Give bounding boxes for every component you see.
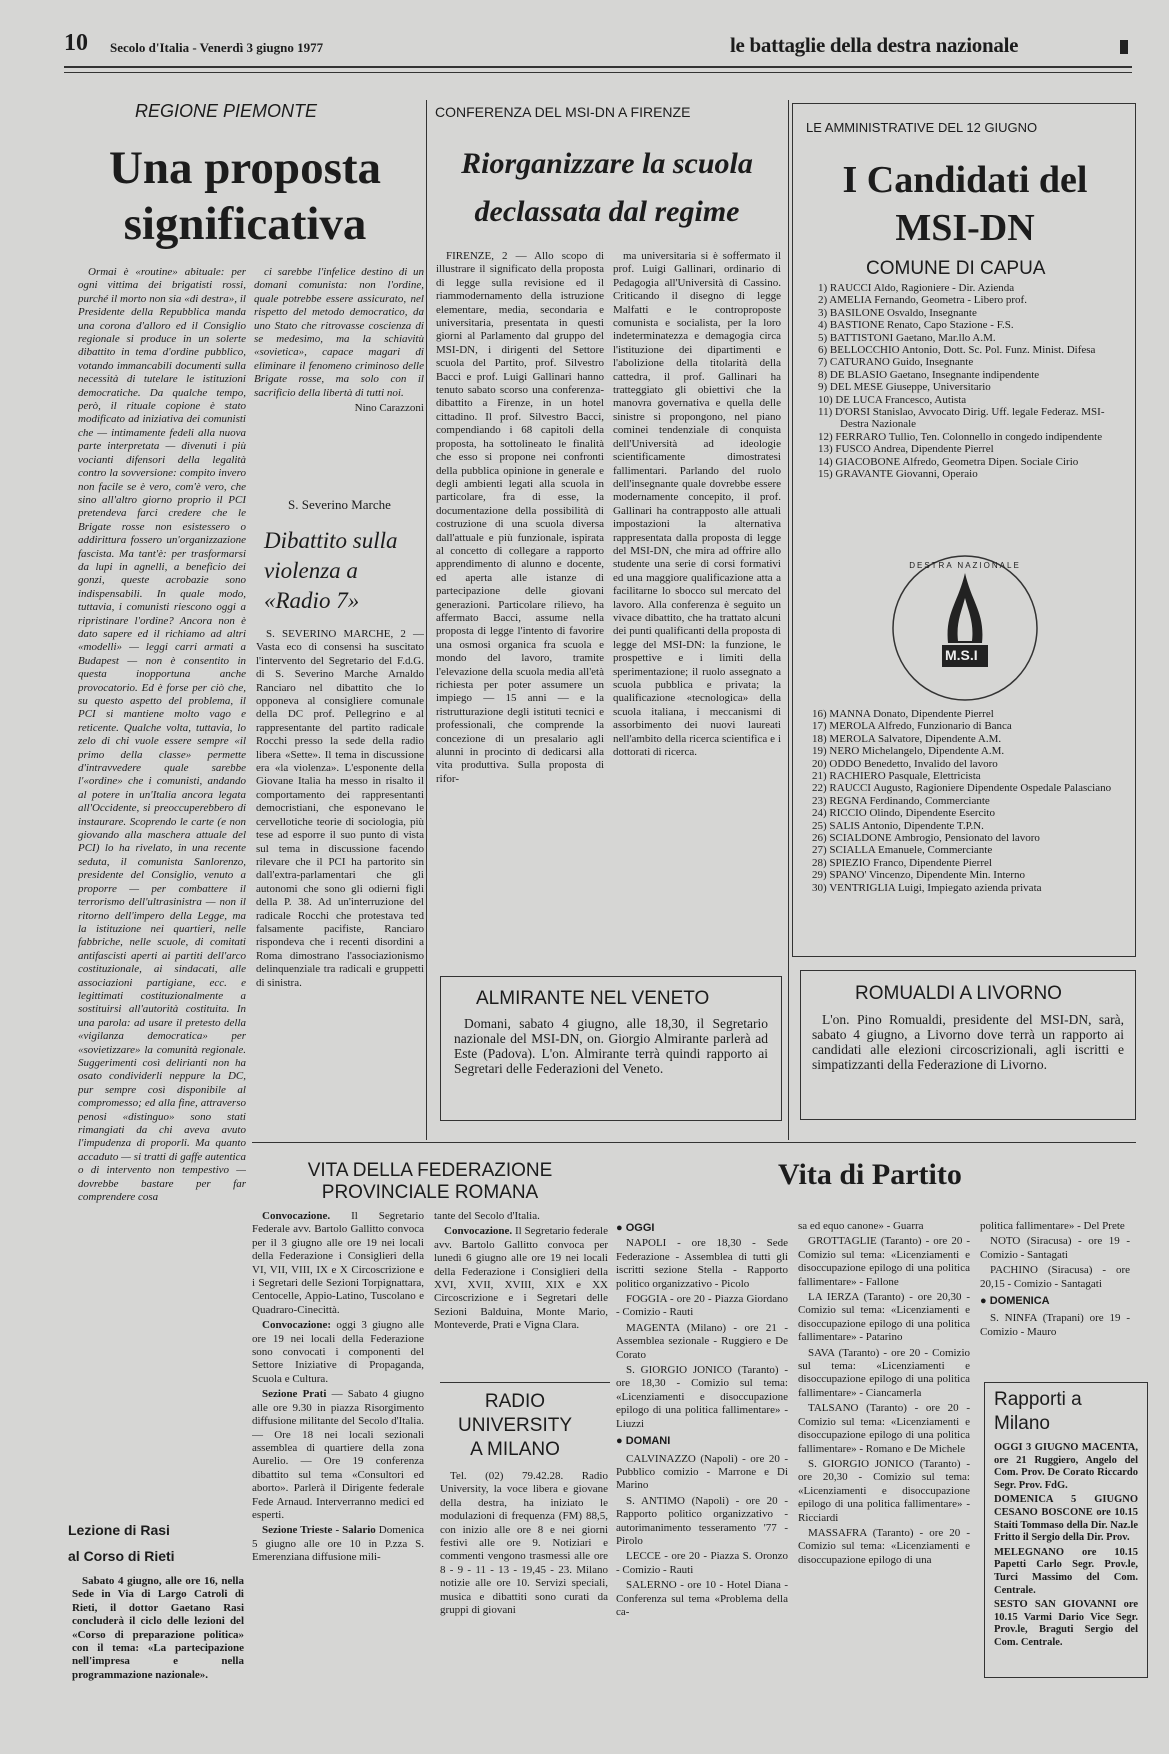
conferenza-col1: FIRENZE, 2 — Allo scopo di illustrare il significato della proposta di legge sulla revisione ed il riammodernamento della istruzione elementare, media, secondaria e universitaria, presentata in questi giorni al Parlamento dal gruppo del MSI-DN, i dirigenti del Settore scuola del Partito, prof. Silvestro Bacci e prof. Luigi Gallinari hanno tenuto sabato scorso una conferenza-dibattito a Firenze, in un hotel cittadino. Il prof. Silvestro Bacci, compendiando i 68 capitoli della proposta, ha sottolineato le finalità che esso si propone nei confronti della pubblica opinione in generale e degli ambienti legati alla scuola in particolare, fra di esse, la documentazione della possibilità di costruzione di una scuola diversa dall'attuale e più funzionale, ispirata al concetto di collegare a rapporto apprendimento di alunno e docente, ed aperta alle istanze di partecipazione delle giovani generazioni. Particolare rilievo, ha affermato Bacci, assume nella proposta di legge l'intento di favorire una osmosi organica fra scuola e mondo del lavoro, tramite l'elevazione della scuola media all'età richiesta per poter assumere un impiego — 15 anni — e la ristrutturazione degli istituti tecnici e professionali, che comprende la concezione di un presalario agli alunni in procinto di dedicarsi alla vita produttiva. Sulla proposta di rifor- [436,250,604,785]
flame-logo-icon [890,553,1040,703]
partito-col1: ● OGGI NAPOLI - ore 18,30 - Sede Federazione - Assemblea di tutti gli iscritti sezione Stella - Rapporto politico organizzativo - Picolo FOGGIA - ore 20 - Piazza Giordano - Comizio - Rauti MAGENTA (Milano) - ore 21 - Assemblea sezionale - Ruggiero e De Corato S. GIORGIO JONICO (Taranto) - ore 18,30 - Comizio sul tema: «Licenziamenti e disoccupazione epilogo di una politica fallimentare» - Liuzzi ● DOMANI CALVINAZZO (Napoli) - ore 20 - Pubblico comizio - Marrone e Di Marino S. ANTIMO (Napoli) - ore 20 - Rapporto politico organizzativo - autorimanimento tesseramento '77 - Pirolo LECCE - ore 20 - Piazza S. Oronzo - Comizio - Rauti SALERNO - ore 10 - Hotel Diana - Conferenza sul tema «Problema della ca- [616,1222,788,1618]
list-item: 28) SPIEZIO Franco, Dipendente Pierrel [812,856,992,869]
list-item: 19) NERO Michelangelo, Dipendente A.M. [812,745,1005,758]
col-divider [426,100,427,1140]
list-item: 13) FUSCO Andrea, Dipendente Pierrel [818,443,994,456]
list-item: 8) DE BLASIO Gaetano, Insegnante indipendente [818,368,1040,381]
candidati-kicker: LE AMMINISTRATIVE DEL 12 GIUGNO [806,120,1038,135]
section-title: le battaglie della destra nazionale [730,33,1019,57]
severino-kicker: S. Severino Marche [288,497,391,512]
almirante-headline: ALMIRANTE NEL VENETO [476,988,710,1009]
list-item: 11) D'ORSI Stanislao, Avvocato Dirig. Uff. legale Federaz. MSI-Destra Nazionale [818,406,1105,431]
federazione-col2: tante del Secolo d'Italia. Convocazione. Il Segretario federale avv. Bartolo Gallitto convoca per lunedì 6 giugno alle ore 19 nei locali della Federazione i Consiglieri della XVI, XVII, XVIII, XIX e XX Circoscrizione e i Segretari delle Sezioni Balduina, Monte Mario, Monteverde, Prati e Vigna Clara. [434,1210,608,1332]
almirante-body: Domani, sabato 4 giugno, alle 18,30, il Segretario nazionale del MSI-DN, on. Giorgio Almirante parlerà ad Este (Padova). L'on. Almirante terrà quindi rapporto ai Segretari delle Federazioni del Veneto. [454,1016,768,1076]
rasi-body: Sabato 4 giugno, alle ore 16, nella Sede in Via di Largo Catroli di Rieti, il dottor Gaetano Rasi concluderà il ciclo delle lezioni del «Corso di preparazione politica» con il tema: «La partecipazione nell'impresa e nella programmazione nazionale». [72,1575,244,1681]
conferenza-col2: ma universitaria si è soffermato il prof. Luigi Gallinari, ordinario di Pedagogia all'Università di Cassino. Criticando il disegno di legge Malfatti e le controproposte comunista e socialista, per la loro indeterminatezza e demagogia circa l'istituzione dei dipartimenti e l'abolizione della titolarità della cattedra, il prof. Gallinari ha tratteggiato gli obiettivi che la manovra governativa e quella delle sinistre si propongono, nel piano cominei tendenziale di conquista dell'Università ad ideologie scientificamente dimostratesi fallimentari. Parlando del ruolo dell'insegnante quale dovrebbe essere modernamente concepito, il prof. Gallinari ha contrapposto alle attuali impostazioni la alternativa rappresentata dalla proposta di legge del MSI-DN, che mira ad offrire allo studente una serie di corsi formativi ed una maggiore qualificazione atta a facilitarne lo sbocco sul mercato del lavoro. Alla conferenza è seguito un vivace dibattito, che ha trattato alcuni dei punti qualificanti della proposta di legge del MSI-DN: la funzione, le prospettive e i limiti della sperimentazione; il ruolo assegnato a scuola pubblica e privata; la qualificazione «tecnologica» della scuola italiana, i meccanismi di assorbimento dei nuovi laureati nell'ambito della ricerca scientifica e i dottorati di ricerca. [613,250,781,759]
radio-body: Tel. (02) 79.42.28. Radio University, la voce libera e giovane della destra, ha iniziato le modulazioni di frequenza (FM) 88,5, con inizio alle ore 8 e nei giorni festivi alle ore 9. Notiziari e commenti vengono trasmessi alle ore 8 - 9 - 11 - 13 - 19,45 - 23. Milano notizie alle ore 10. Servizi speciali, musica e dibattiti sono curati da gruppi di giovani [440,1470,608,1617]
piemonte-col2: ci sarebbe l'infelice destino di un domani comunista: non l'ordine, quale potrebbe essere assicurato, nel rispetto del metodo democratico, da uno Stato che ritrovasse coscienza di se medesimo, ma la schiavitù «sovietica», capace magari di eliminare il fenomeno criminoso delle Brigate rosse, ma solo con il sacrificio della libertà di tutti noi. Nino Carazzoni [254,266,424,415]
list-item: 22) RAUCCI Augusto, Ragioniere Dipendente Ospedale Palasciano [812,782,1112,795]
candidate-list-2 [812,708,1130,894]
list-item: 2) AMELIA Fernando, Geometra - Libero prof. [818,294,1027,307]
radio-headline: RADIO UNIVERSITY A MILANO [457,1391,573,1460]
piemonte-author: Nino Carazzoni [354,402,424,415]
masthead-rule-thin [64,72,1132,73]
conferenza-headline: Riorganizzare la scuola declassata dal regime [461,147,753,228]
partito-col2: sa ed equo canone» - Guarra GROTTAGLIE (Taranto) - ore 20 - Comizio sul tema: «Licenziamenti e disoccupazione epilogo di una politica fallimentare» - Fallone LA IERZA (Taranto) - ore 20,30 - Comizio sul tema: «Licenziamenti e disoccupazione epilogo di una politica fallimentare» - Patarino SAVA (Taranto) - ore 20 - Comizio sul tema: «Licenziamenti e disoccupazione epilogo di una politica fallimentare» - Ciancamerla TALSANO (Taranto) - ore 20 - Comizio sul tema: «Licenziamenti e disoccupazione epilogo di una politica fallimentare» - Romano e De Michele S. GIORGIO JONICO (Taranto) - ore 20,30 - Comizio sul tema: «Licenziamenti e disoccupazione epilogo di una politica fallimentare» - Ricciardi MASSAFRA (Taranto) - ore 20 - Comizio sul tema: «Licenziamenti e disoccupazione epilogo di una [798,1220,970,1566]
list-item: 24) RICCIO Olindo, Dipendente Esercito [812,807,995,820]
rapporti-body: OGGI 3 GIUGNO MACENTA, ore 21 Ruggiero, Angelo del Com. Prov. De Corato Riccardo Segr. Prov. FdG. DOMENICA 5 GIUGNO CESANO BOSCONE ore 10.15 Staiti Tommaso della Dir. Naz.le Fritto il Sergio della Dir. Prov. MELEGNANO ore 10.15 Papetti Carlo Segr. Prov.le, Turci Massimo del Com. Centrale. SESTO SAN GIOVANNI ore 10.15 Varmi Dario Vice Segr. Prov.le, Braguti Sergio del Com. Centrale. [994,1442,1138,1648]
rasi-headline-1: Lezione di Rasi [68,1522,170,1538]
comune-label: COMUNE DI CAPUA [866,258,1046,279]
piemonte-col1: Ormai è «routine» abituale: per ogni vittima dei brigatisti rossi, purché il morto non sia «di destra», il Presidente della Repubblica manda una corona d'alloro ed il Consiglio regionale si produce in un solerte dibattito in tema d'ordine pubblico, votando immancabili documenti sulla necessità di tutelare le istituzioni democratiche. Da qualche tempo, però, il rituale copione è stato modificato ad iniziativa dei comunisti che — intimamente fedeli alla nuova parte interpretata — divenuti i più vocianti difensori della legalità contro la sovversione: compito invero non facile se è vero, com'è vero, che sino all'altro giorno proprio il PCI pretendeva farci credere che le Brigate rosse non esistessero o addirittura fossero un'organizzazione fascista. Ma tant'è: per trasformarsi da lupi in agnelli, a beneficio dei gonzi, queste acrobazie sono indispensabili. In quale modo, tuttavia, i comunisti riescono oggi a ripristinare l'ordine? Ancora non è dato sapere ed il richiamo ad altri «modelli» — leggi carri armati a Budapest — non è consentito in questa inopportuna anche provocatorio. Ed è forse per ciò che, su questo aspetto del problema, il PCI si mantiene molto vago e reticente. Qualche volta, tuttavia, lo zelo di chi vuole essere sempre «il primo della classe» permette d'intravvedere quale sarebbe l'«ordine» che i comunisti, andando al potere in un'Italia ancora legata all'Occidente, si preoccuperebbero di instaurare. Scoprendo le carte (e non giovando alla maschera attuale del PCI) lo ha rivelato, in una recente seduta, il comunista Sanlorenzo, presidente del Consiglio, venuto a proporre — per combattere il terrorismo dell'ultrasinistra — non il ritorno dell'impero della Legge, ma la istituzione nei quartieri, nelle fabbriche, nelle scuole, di comitati antifascisti aperti ai partiti dell'arco costituzionale, ai sindacati, alle associazioni partigiane, ecc. e legittimati costituzionalmente a sostituirsi all'autorità costituita. In una parola: ad usare il pretesto della «vigilanza democratica» per «sovietizzare» la comunità regionale. Suggerimenti così delirianti non ha osato condividerli neppure la DC, pur sempre così disponibile al compromesso; ed alla fine, attraverso penosi «distinguo» sono stati rimangiati da chi aveva avuto l'impudenza di proporli. Ma quanto accaduto — si tratti di gaffe autentica o di intervento non tempestivo — dovrebbe bastare per far comprendere cosa [78,266,246,1204]
severino-headline: Dibattito sulla violenza a «Radio 7» [264,528,398,613]
list-item: 3) BASILONE Osvaldo, Insegnante [818,306,977,319]
list-item: 5) BATTISTONI Gaetano, Mar.llo A.M. [818,331,996,344]
list-item: 17) MEROLA Alfredo, Funzionario di Banca [812,720,1012,733]
list-item: 1) RAUCCI Aldo, Ragioniere - Dir. Azienda [818,282,1015,294]
list-item: 20) ODDO Benedetto, Invalido del lavoro [812,757,998,770]
list-item: 27) SCIALLA Emanuele, Commerciante [812,844,993,857]
masthead-rule [64,66,1132,68]
section-mark-icon [1120,40,1128,54]
federazione-col1: Convocazione. Il Segretario Federale avv. Bartolo Gallitto convoca per il 3 giugno alle ore 19 nei locali della Federazione i Consiglieri della VI, VII, VIII, IX e X Circoscrizione e i Segretari delle Sezioni Torpignattara, Centocelle, Appio-Latino, Tuscolano e Quadraro-Cinecittà. Convocazione: oggi 3 giugno alle ore 19 nei locali della Federazione sono convocati i componenti del Settore Iniziative di Propaganda, Scuola e Cultura. Sezione Prati — Sabato 4 giugno alle ore 9.30 in piazza Risorgimento diffusione militante del Secolo d'Italia. — Ore 18 nei locali sezionali assemblea di quartiere della zona Aurelio. — Ore 19 conferenza dibattito sul tema «Consultori ed aborto». Parlerà il Dirigente federale Fede Arnaud. Interverranno medici ed esperti. Sezione Trieste - Salario Domenica 5 giugno alle ore 10 in P.zza S. Emerenziana diffusione mili- [252,1210,424,1564]
conferenza-kicker: CONFERENZA DEL MSI-DN A FIRENZE [435,104,691,120]
partito-col3: politica fallimentare» - Del Prete NOTO (Siracusa) - ore 19 - Comizio - Santagati PACHINO (Siracusa) - ore 20,15 - Comizio - Santagati ● DOMENICA S. NINFA (Trapani) ore 19 - Comizio - Mauro [980,1220,1130,1338]
list-item: 16) MANNA Donato, Dipendente Pierrel [812,708,994,720]
list-item: 14) GIACOBONE Alfredo, Geometra Dipen. Sociale Cirio [818,455,1079,468]
paper-dateline: Secolo d'Italia - Venerdì 3 giugno 1977 [110,40,324,55]
bullet-icon: ● [616,1222,626,1234]
list-item: 10) DE LUCA Francesco, Autista [818,393,967,406]
partito-headline: Vita di Partito [778,1158,962,1191]
col-divider [788,100,789,1140]
piemonte-kicker: REGIONE PIEMONTE [135,101,318,121]
list-item: 25) SALIS Antonio, Dipendente T.P.N. [812,819,984,832]
list-item: 29) SPANO' Vincenzo, Dipendente Min. Interno [812,869,1026,882]
list-item: 23) REGNA Ferdinando, Commerciante [812,794,990,807]
severino-body: S. SEVERINO MARCHE, 2 — Vasta eco di consensi ha suscitato l'intervento del Segretario del F.d.G. di S. Severino Marche Arnaldo Ranciaro nel dibattito che lo opponeva al consigliere comunale della DC prof. Pellegrino e al rappresentante del partito radicale Rocchi presso la sede della radio libera «Sette». Il tema in discussione era «la violenza». L'esponente della Giovane Italia ha messo in risalto il comportamento dei rappresentanti democristiani, che esponevano le cervellotiche teorie di sociologia, più tese ad esporre il suo punto di vista sul tema in discussione facendo rilevare che il PCI ha partorito sin dall'extra-parlamentari che gli autonomi che sono gli odierni figli della P. 38. Ad un'interruzione del radicale Rocchi che protestava ted falsamente pacifiste, Ranciaro rispondeva che i recenti disordini a Roma dimostrano l'associazionismo delinquenziale tra radicali e gruppetti di sinistra. [256,628,424,989]
list-item: 6) BELLOCCHIO Antonio, Dott. Sc. Pol. Funz. Minist. Difesa [818,344,1096,357]
romualdi-body: L'on. Pino Romualdi, presidente del MSI-DN, sarà, sabato 4 giugno, a Livorno dove terrà un rapporto ai candidati alle elezioni circoscrizionali, agli iscritti e simpatizzanti della Federazione di Livorno. [812,1012,1124,1072]
federazione-headline: VITA DELLA FEDERAZIONE PROVINCIALE ROMANA [307,1160,553,1203]
radio-rule [440,1382,610,1383]
list-item: 4) BASTIONE Renato, Capo Stazione - F.S. [818,319,1014,332]
list-item: 12) FERRARO Tullio, Ten. Colonnello in congedo indipendente [818,430,1103,443]
list-item: 9) DEL MESE Giuseppe, Universitario [818,381,991,394]
msi-logo [890,553,1040,703]
logo-badge: M.S.I [945,647,978,663]
list-item: 30) VENTRIGLIA Luigi, Impiegato azienda privata [812,881,1042,894]
logo-ring-text: DESTRA NAZIONALE [909,561,1021,570]
section-rule [252,1142,1136,1143]
list-item: 18) MEROLA Salvatore, Dipendente A.M. [812,732,1002,745]
candidate-list-1 [818,282,1130,481]
candidati-headline: I Candidati del MSI-DN [842,159,1088,249]
list-item: 21) RACHIERO Pasquale, Elettricista [812,770,981,783]
list-item: 15) GRAVANTE Giovanni, Operaio [818,468,978,481]
list-item: 7) CATURANO Guido, Insegnante [818,356,974,369]
bullet-icon: ● [980,1295,990,1308]
rapporti-headline: Rapporti a Milano [994,1389,1082,1434]
romualdi-headline: ROMUALDI A LIVORNO [855,983,1062,1004]
bullet-icon: ● [616,1435,626,1448]
piemonte-headline: Una proposta significativa [108,142,382,250]
rasi-headline-2: al Corso di Rieti [68,1548,175,1564]
list-item: 26) SCIALDONE Ambrogio, Pensionato del lavoro [812,832,1040,845]
page-number: 10 [64,30,88,56]
